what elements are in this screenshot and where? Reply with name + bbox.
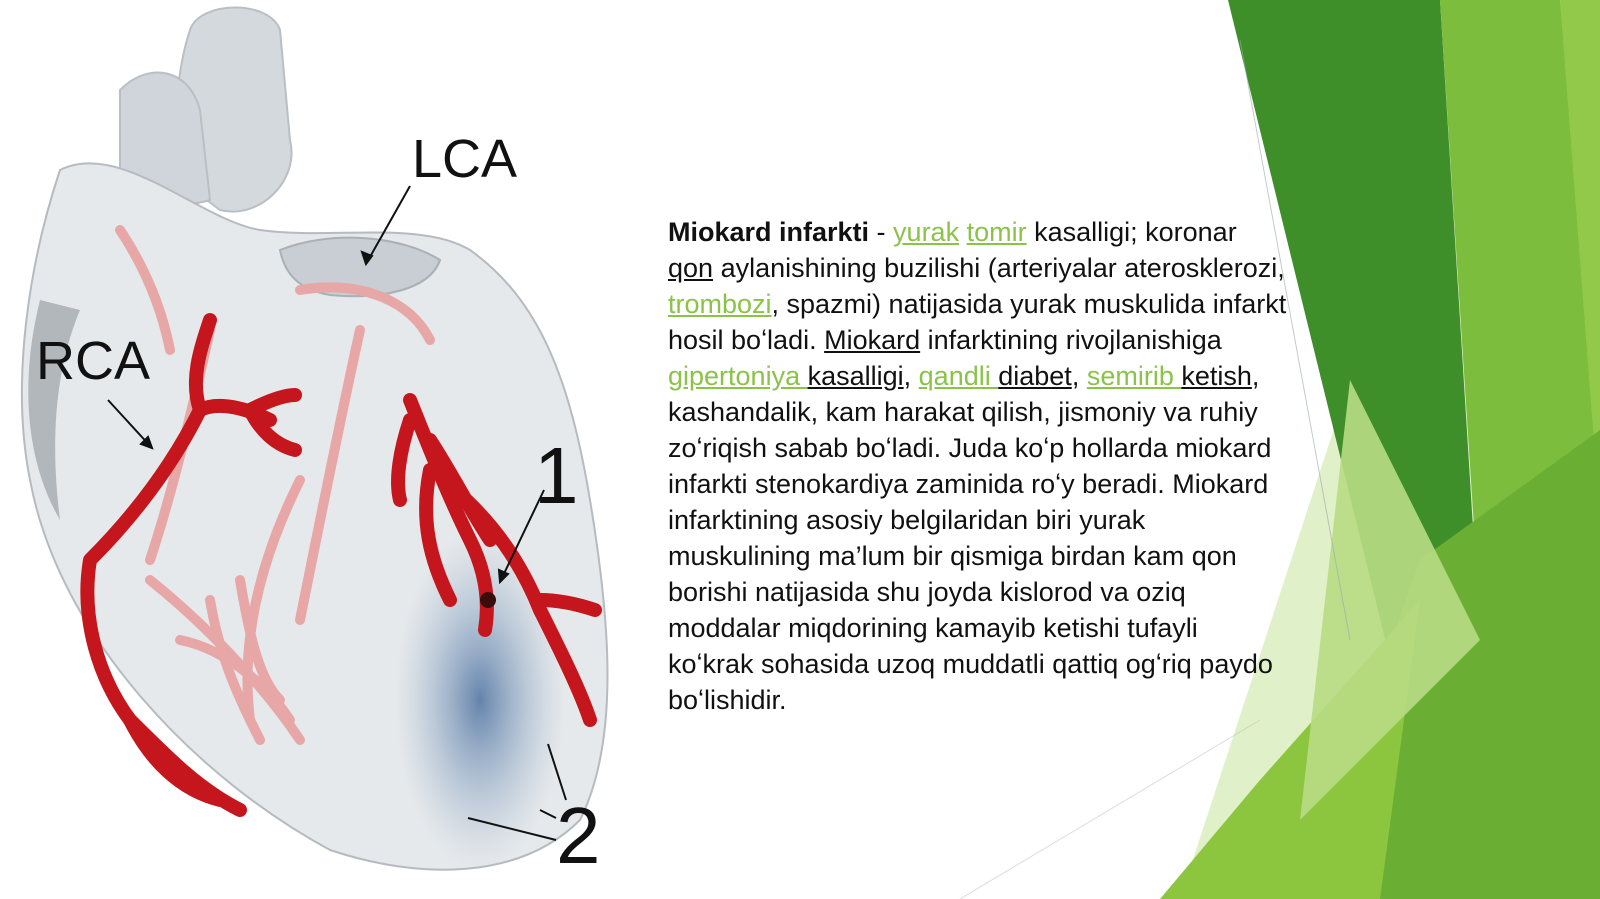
text-run: , [903, 361, 919, 391]
link-qandli[interactable]: qandli [918, 361, 999, 391]
text-run: infarktining rivojlanishiga [920, 325, 1222, 355]
link-kasalligi[interactable]: kasalligi [807, 361, 904, 391]
link-qon[interactable]: qon [668, 253, 714, 283]
link-tomir[interactable]: tomir [966, 217, 1027, 247]
text-run: - [869, 217, 894, 247]
text-run: , spazmi) natijasida yurak muskulida infarkt hosil boʻladi. [668, 289, 1287, 355]
link-gipertoniya[interactable]: gipertoniya [668, 361, 808, 391]
label-lca: LCA [412, 129, 518, 189]
text-run: , [1071, 361, 1087, 391]
paragraph [668, 214, 1288, 718]
label-marker-1: 1 [534, 431, 579, 520]
text-run: , kashandalik, kam harakat qilish, jismoniy va ruhiy zoʻriqish sabab boʻladi. Juda koʻp hollarda miokard infarkti stenokardiya zaminida roʻy beradi. Miokard infarktining asosiy belgilaridan biri yurak muskulining ma’lum bir qismiga birdan kam qon borishi natijasida shu joyda kislorod va oziq moddalar miqdorining kamayib ketishi tufayli koʻkrak sohasida uzoq muddatli qattiq ogʻriq paydo boʻlishidir. [668, 361, 1273, 715]
text-run: aylanishining buzilishi (arteriyalar aterosklerozi, [713, 253, 1285, 283]
link-semirib[interactable]: semirib [1086, 361, 1182, 391]
term-miokard-infarkti: Miokard infarkti [668, 217, 870, 247]
link-yurak[interactable]: yurak [893, 217, 960, 247]
link-ketish[interactable]: ketish [1181, 361, 1252, 391]
link-miokard[interactable]: Miokard [824, 325, 921, 355]
label-marker-2: 2 [556, 791, 601, 880]
label-rca: RCA [36, 331, 151, 391]
text-run: kasalligi; koronar [1026, 217, 1237, 247]
occlusion-point [480, 592, 496, 608]
link-trombozi[interactable]: trombozi [668, 289, 772, 319]
link-diabet[interactable]: diabet [998, 361, 1072, 391]
text-run [959, 217, 967, 247]
